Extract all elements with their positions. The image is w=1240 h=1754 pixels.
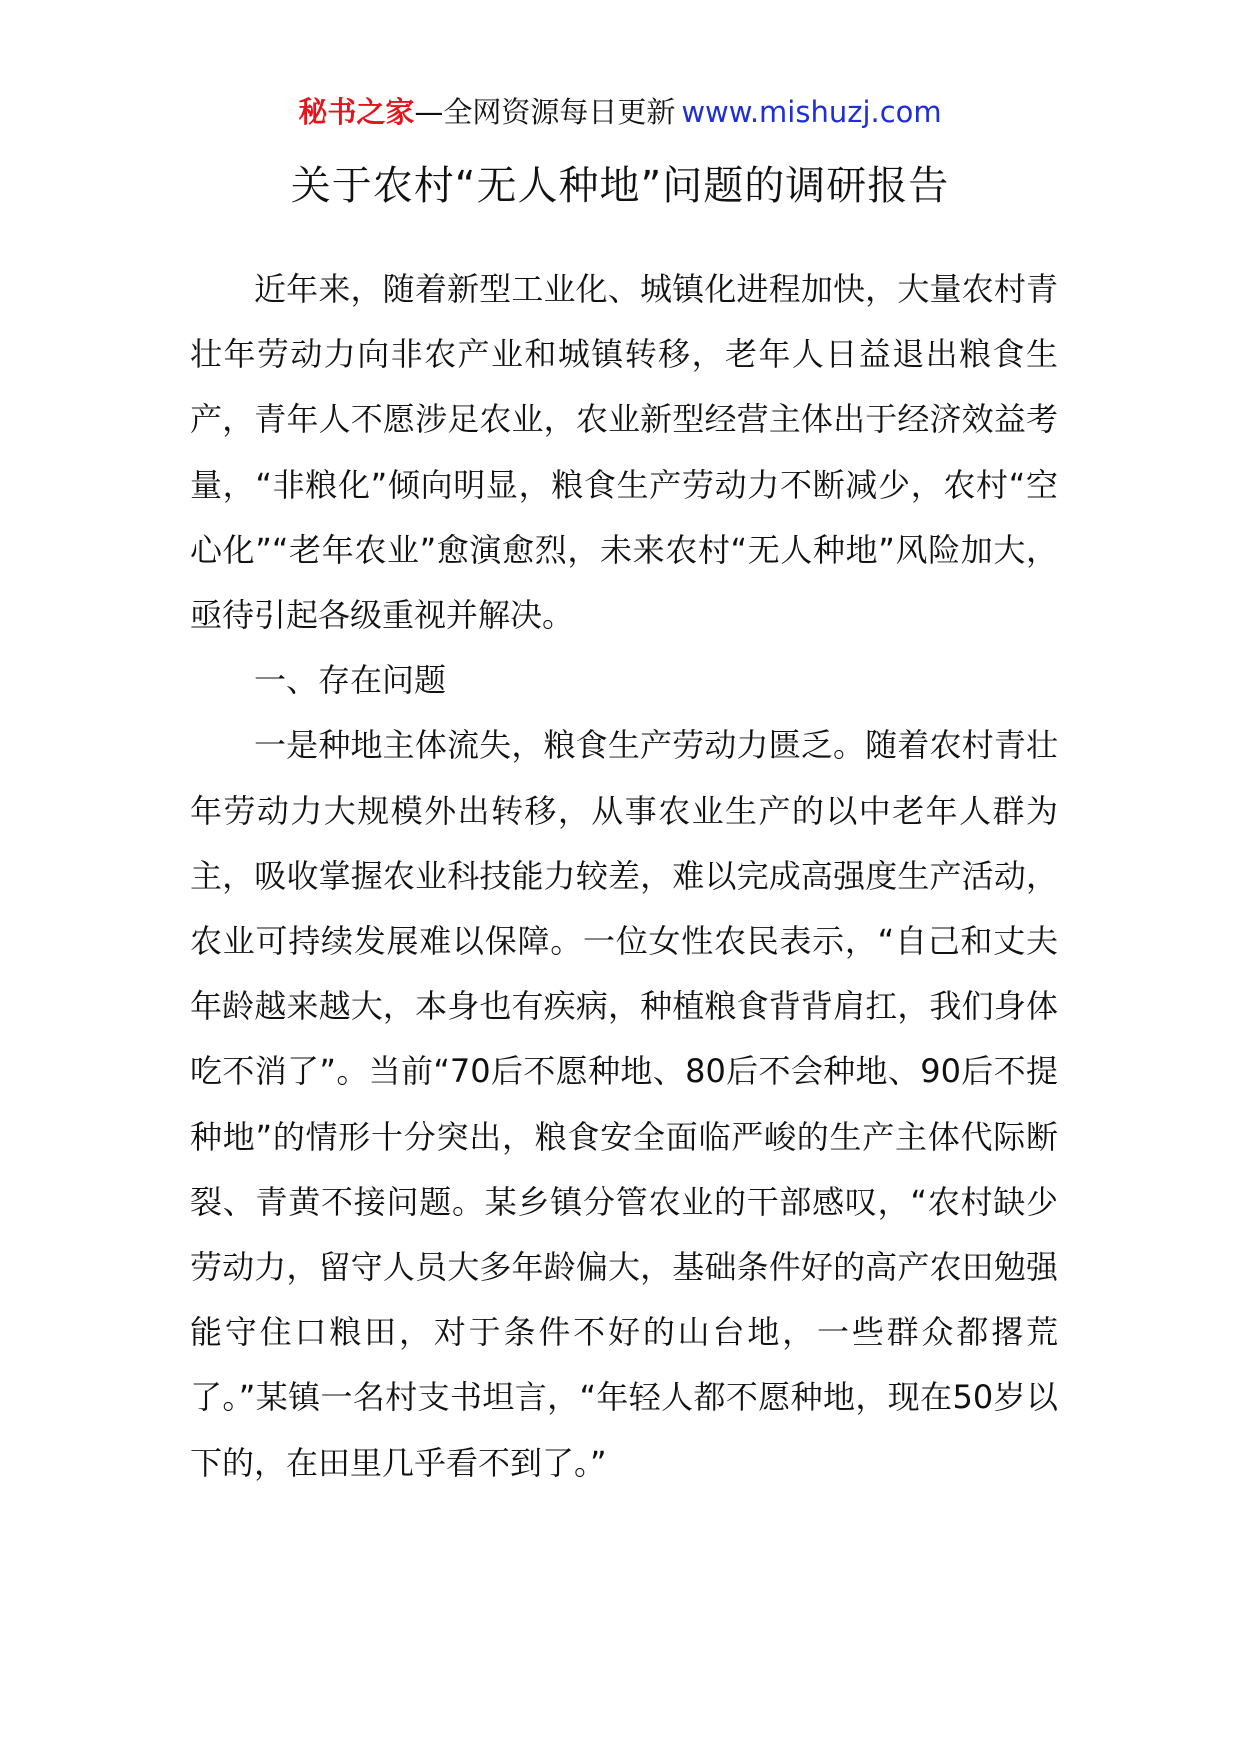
brand-name: 秘书之家: [298, 95, 415, 129]
intro-paragraph: 近年来，随着新型工业化、城镇化进程加快，大量农村青壮年劳动力向非农产业和城镇转移，老年人日益退出粮食生产，青年人不愿涉足农业，农业新型经营主体出于经济效益考量，“非粮化”倾向明显，粮食生产劳动力不断减少，农村“空心化”“老年农业”愈演愈烈，未来农村“无人种地”风险加大，亟待引起各级重视并解决。: [190, 270, 1058, 635]
site-header: [0, 92, 1240, 132]
problem-paragraph-1: 一是种地主体流失，粮食生产劳动力匮乏。随着农村青壮年劳动力大规模外出转移，从事农业生产的以中老年人群为主，吸收掌握农业科技能力较差，难以完成高强度生产活动，农业可持续发展难以保障。一位女性农民表示，“自己和丈夫年龄越来越大，本身也有疾病，种植粮食背背肩扛，我们身体吃不消了”。当前“70后不愿种地、80后不会种地、90后不提种地”的情形十分突出，粮食安全面临严峻的生产主体代际断裂、青黄不接问题。某乡镇分管农业的干部感叹，“农村缺少劳动力，留守人员大多年龄偏大，基础条件好的高产农田勉强能守住口粮田，对于条件不好的山台地，一些群众都撂荒了。”某镇一名村支书坦言，“年轻人都不愿种地，现在50岁以下的，在田里几乎看不到了。”: [190, 726, 1058, 1482]
section-heading-problems: 一、存在问题: [254, 661, 447, 700]
document-body: [190, 257, 1058, 1496]
site-slogan: —全网资源每日更新: [414, 95, 676, 129]
document-title: 关于农村“无人种地”问题的调研报告: [290, 163, 950, 209]
site-url-link[interactable]: www.mishuzj.com: [681, 95, 942, 129]
